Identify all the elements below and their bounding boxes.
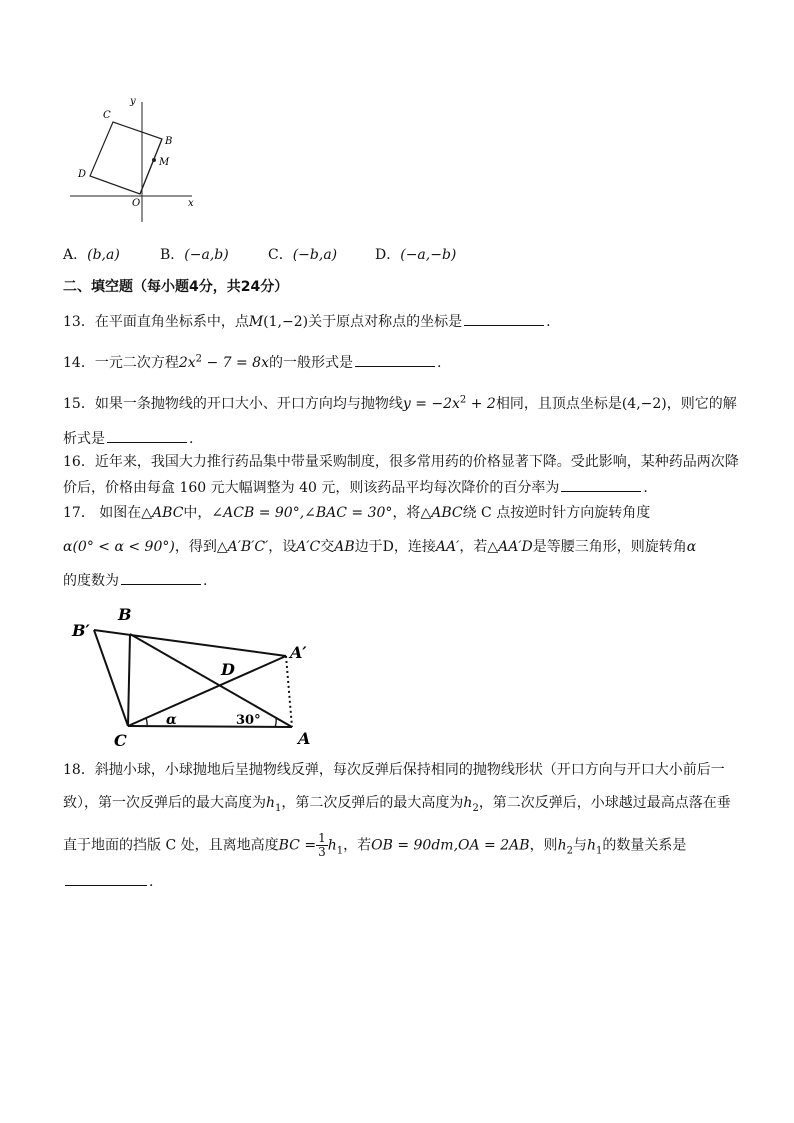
question-16: 16．近年来，我国大力推行药品集中带量采购制度，很多常用药的价格显著下降。受此影响，某种药品两次降 — [63, 454, 739, 470]
label-c: C — [114, 731, 127, 748]
option-c-value: (−b,a) — [292, 247, 338, 263]
answer-blank-15[interactable] — [107, 428, 187, 443]
coordinate-figure-q12 — [66, 96, 200, 226]
label-b-prime: B′ — [72, 621, 90, 640]
label-b: B — [118, 605, 132, 624]
answer-blank-17[interactable] — [121, 570, 201, 585]
label-d: D — [78, 169, 87, 180]
question-18: 18．斜抛小球，小球抛地后呈抛物线反弹，每次反弹后保持相同的抛物线形状（开口方向与开口大小前后一 — [63, 762, 725, 778]
segment-ca — [128, 726, 292, 727]
label-30-degrees: 30° — [236, 713, 261, 728]
square-ocbd — [90, 122, 162, 194]
option-a[interactable]: A．(b,a) — [63, 247, 120, 263]
section-heading: 二、填空题（每小题4分，共24分） — [63, 279, 289, 295]
answer-blank-18[interactable] — [65, 871, 147, 886]
label-o: O — [132, 198, 141, 209]
fraction-one-third: $\frac{1}{3}$ — [318, 831, 326, 859]
question-14: 14．一元二次方程$2x^2 - 7 = 8x$的一般形式是 . — [63, 353, 442, 371]
segment-ca-prime — [128, 656, 286, 726]
segment-cb — [128, 634, 130, 726]
question-17-line2: α(0° < α < 90°)，得到△A′B′C′，设A′C交AB边于D，连接AA′，若△AA′D是等腰三角形，则旋转角α — [63, 539, 697, 555]
question-16-line2: 价后，价格由每盒 160 元大幅调整为 40 元，则该药品平均每次降价的百分率为 . — [63, 477, 648, 498]
label-m: M — [159, 157, 170, 168]
segment-ba — [130, 634, 292, 727]
option-d[interactable]: D．(−a,−b) — [375, 247, 457, 263]
segment-b-prime-a-prime — [94, 630, 286, 656]
answer-blank-14[interactable] — [355, 352, 435, 367]
question-15: 15．如果一条抛物线的开口大小、开口方向均与抛物线$y = -2x^2 + 2$相同，且顶点坐标是(4,−2)，则它的解 — [63, 394, 737, 412]
option-a-value: (b,a) — [87, 247, 120, 263]
answer-blank-16[interactable] — [561, 477, 641, 492]
y-label: y — [130, 96, 136, 107]
label-a: A — [298, 729, 311, 748]
angle-30-arc — [275, 718, 276, 727]
option-b-value: (−a,b) — [184, 247, 229, 263]
question-17: 17． 如图在△ABC中，∠ACB = 90°,∠BAC = 30°，将△ABC绕 C 点按逆时针方向旋转角度 — [63, 505, 651, 521]
label-c: C — [103, 110, 111, 121]
label-b: B — [165, 136, 173, 147]
question-18-line2: 致），第一次反弹后的最大高度为$h_1$，第二次反弹后的最大高度为$h_2$，第二次反弹后，小球越过最高点落在垂 — [63, 795, 731, 814]
x-label: x — [188, 198, 194, 209]
label-alpha: α — [166, 712, 177, 728]
option-c[interactable]: C．(−b,a) — [268, 247, 338, 263]
option-b[interactable]: B．(−a,b) — [160, 247, 229, 263]
label-d: D — [221, 660, 235, 679]
option-d-value: (−a,−b) — [400, 247, 457, 263]
question-18-line4: . — [63, 871, 153, 892]
point-m — [152, 158, 156, 162]
question-17-line3: 的度数为 . — [63, 570, 207, 591]
segment-cb-prime — [94, 630, 128, 726]
answer-blank-13[interactable] — [464, 311, 544, 326]
segment-aa-prime-dotted — [286, 656, 292, 727]
question-15-line2: 析式是 . — [63, 428, 193, 449]
question-18-line3: 直于地面的挡版 C 处，且离地高度BC = $\frac{1}{3}$ $h_1$，若OB = 90dm,OA = 2AB，则$h_2$与$h_1$的数量关系是 — [63, 831, 687, 859]
question-13: 13．在平面直角坐标系中，点M(1,−2)关于原点对称点的坐标是 . — [63, 311, 551, 332]
triangle-figure-q17 — [64, 600, 324, 748]
label-a-prime: A′ — [290, 643, 307, 662]
angle-alpha-arc — [146, 718, 147, 726]
